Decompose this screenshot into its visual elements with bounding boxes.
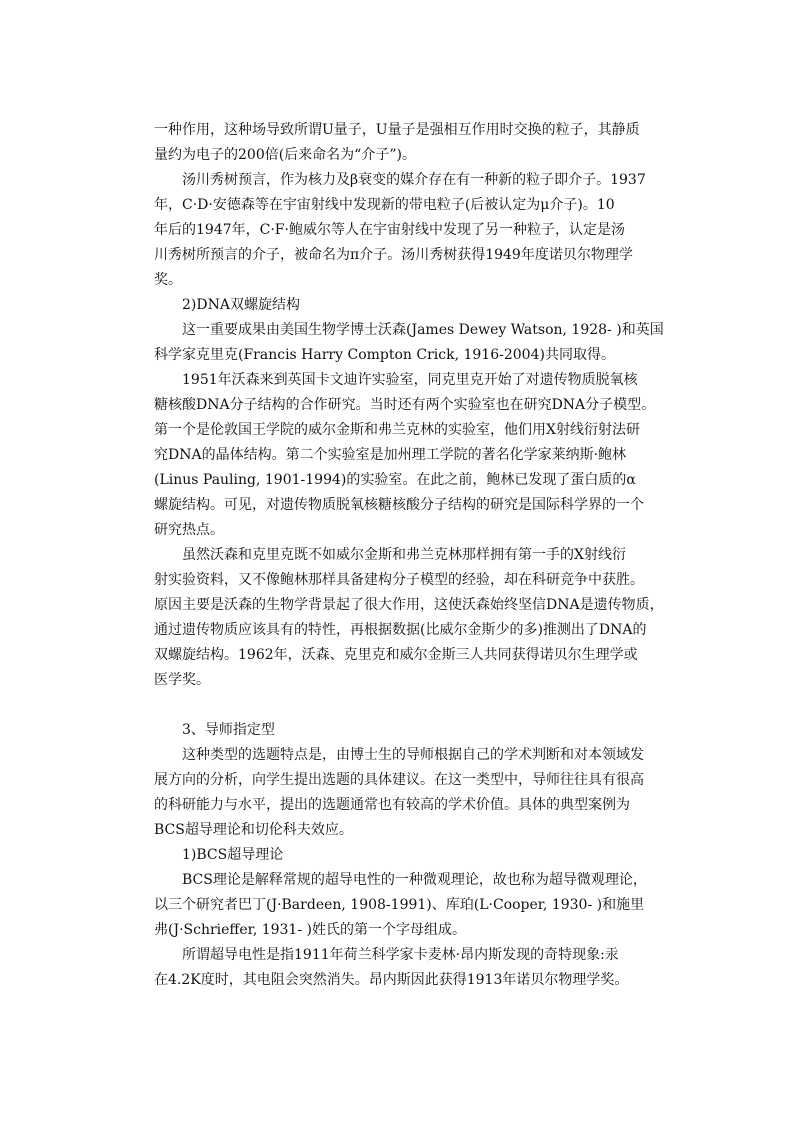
text-line: 弗(J·Schrieffer, 1931- )姓氏的第一个字母组成。 <box>154 922 466 938</box>
text-line: 一种作用，这种场导致所谓U量子，U量子是强相互作用时交换的粒子，其静质 <box>154 122 640 138</box>
document-page <box>154 118 664 993</box>
text-line: 年后的1947年，C·F·鲍威尔等人在宇宙射线中发现了另一种粒子，认定是汤 <box>154 222 625 238</box>
text-line: 奖。 <box>154 272 182 288</box>
text-line: 展方向的分析，向学生提出选题的具体建议。在这一类型中，导师往往具有很高 <box>154 772 644 788</box>
text-line: BCS超导理论和切伦科夫效应。 <box>154 822 353 838</box>
text-line: (Linus Pauling, 1901-1994)的实验室。在此之前，鲍林已发现了蛋白质的α <box>154 472 636 488</box>
text-line: 年，C·D·安德森等在宇宙射线中发现新的带电粒子(后被认定为μ介子)。10 <box>154 197 615 213</box>
subsection-heading: 1)BCS超导理论 <box>182 847 284 863</box>
text-line: 在4.2K度时，其电阻会突然消失。昂内斯因此获得1913年诺贝尔物理学奖。 <box>154 972 629 988</box>
paragraph-start: 这一重要成果由美国生物学博士沃森(James Dewey Watson, 1928- )和英国 <box>182 322 664 338</box>
text-line: 川秀树所预言的介子，被命名为π介子。汤川秀树获得1949年度诺贝尔物理学 <box>154 247 633 263</box>
section-heading: 3、导师指定型 <box>182 722 275 738</box>
text-line: 究DNA的晶体结构。第二个实验室是加州理工学院的著名化学家莱纳斯·鲍林 <box>154 447 627 463</box>
paragraph-start: 汤川秀树预言，作为核力及β衰变的媒介存在有一种新的粒子即介子。1937 <box>182 172 646 188</box>
paragraph-start: BCS理论是解释常规的超导电性的一种微观理论，故也称为超导微观理论， <box>182 872 647 888</box>
text-line: 螺旋结构。可见，对遗传物质脱氧核糖核酸分子结构的研究是国际科学界的一个 <box>154 497 644 513</box>
text-line: 第一个是伦敦国王学院的威尔金斯和弗兰克林的实验室，他们用X射线衍射法研 <box>154 422 640 438</box>
text-line: 通过遗传物质应该具有的特性，再根据数据(比威尔金斯少的多)推测出了DNA的 <box>154 622 647 638</box>
text-line: 量约为电子的200倍(后来命名为“介子”)。 <box>154 147 416 163</box>
paragraph-start: 1951年沃森来到英国卡文迪许实验室，同克里克开始了对遗传物质脱氧核 <box>182 372 638 388</box>
text-line: 以三个研究者巴丁(J·Bardeen, 1908-1991)、库珀(L·Cooper, 1930- )和施里 <box>154 897 645 913</box>
text-line: 原因主要是沃森的生物学背景起了很大作用，这使沃森始终坚信DNA是遗传物质， <box>154 597 664 613</box>
text-line: 研究热点。 <box>154 522 224 538</box>
paragraph-start: 虽然沃森和克里克既不如威尔金斯和弗兰克林那样拥有第一手的X射线衍 <box>182 547 626 563</box>
text-line: 的科研能力与水平，提出的选题通常也有较高的学术价值。具体的典型案例为 <box>154 797 630 813</box>
text-line: 双螺旋结构。1962年，沃森、克里克和威尔金斯三人共同获得诺贝尔生理学或 <box>154 647 638 663</box>
text-line: 科学家克里克(Francis Harry Compton Crick, 1916-2004)共同取得。 <box>154 347 615 363</box>
paragraph-start: 所谓超导电性是指1911年荷兰科学家卡麦林·昂内斯发现的奇特现象:汞 <box>182 947 619 963</box>
paragraph-start: 这种类型的选题特点是，由博士生的导师根据自己的学术判断和对本领域发 <box>182 747 644 763</box>
blank-line <box>154 693 646 718</box>
subsection-heading: 2)DNA双螺旋结构 <box>182 297 300 313</box>
text-line: 糖核酸DNA分子结构的合作研究。当时还有两个实验室也在研究DNA分子模型。 <box>154 397 656 413</box>
text-line: 医学奖。 <box>154 672 210 688</box>
text-line: 射实验资料，又不像鲍林那样具备建构分子模型的经验，却在科研竞争中获胜。 <box>154 572 644 588</box>
